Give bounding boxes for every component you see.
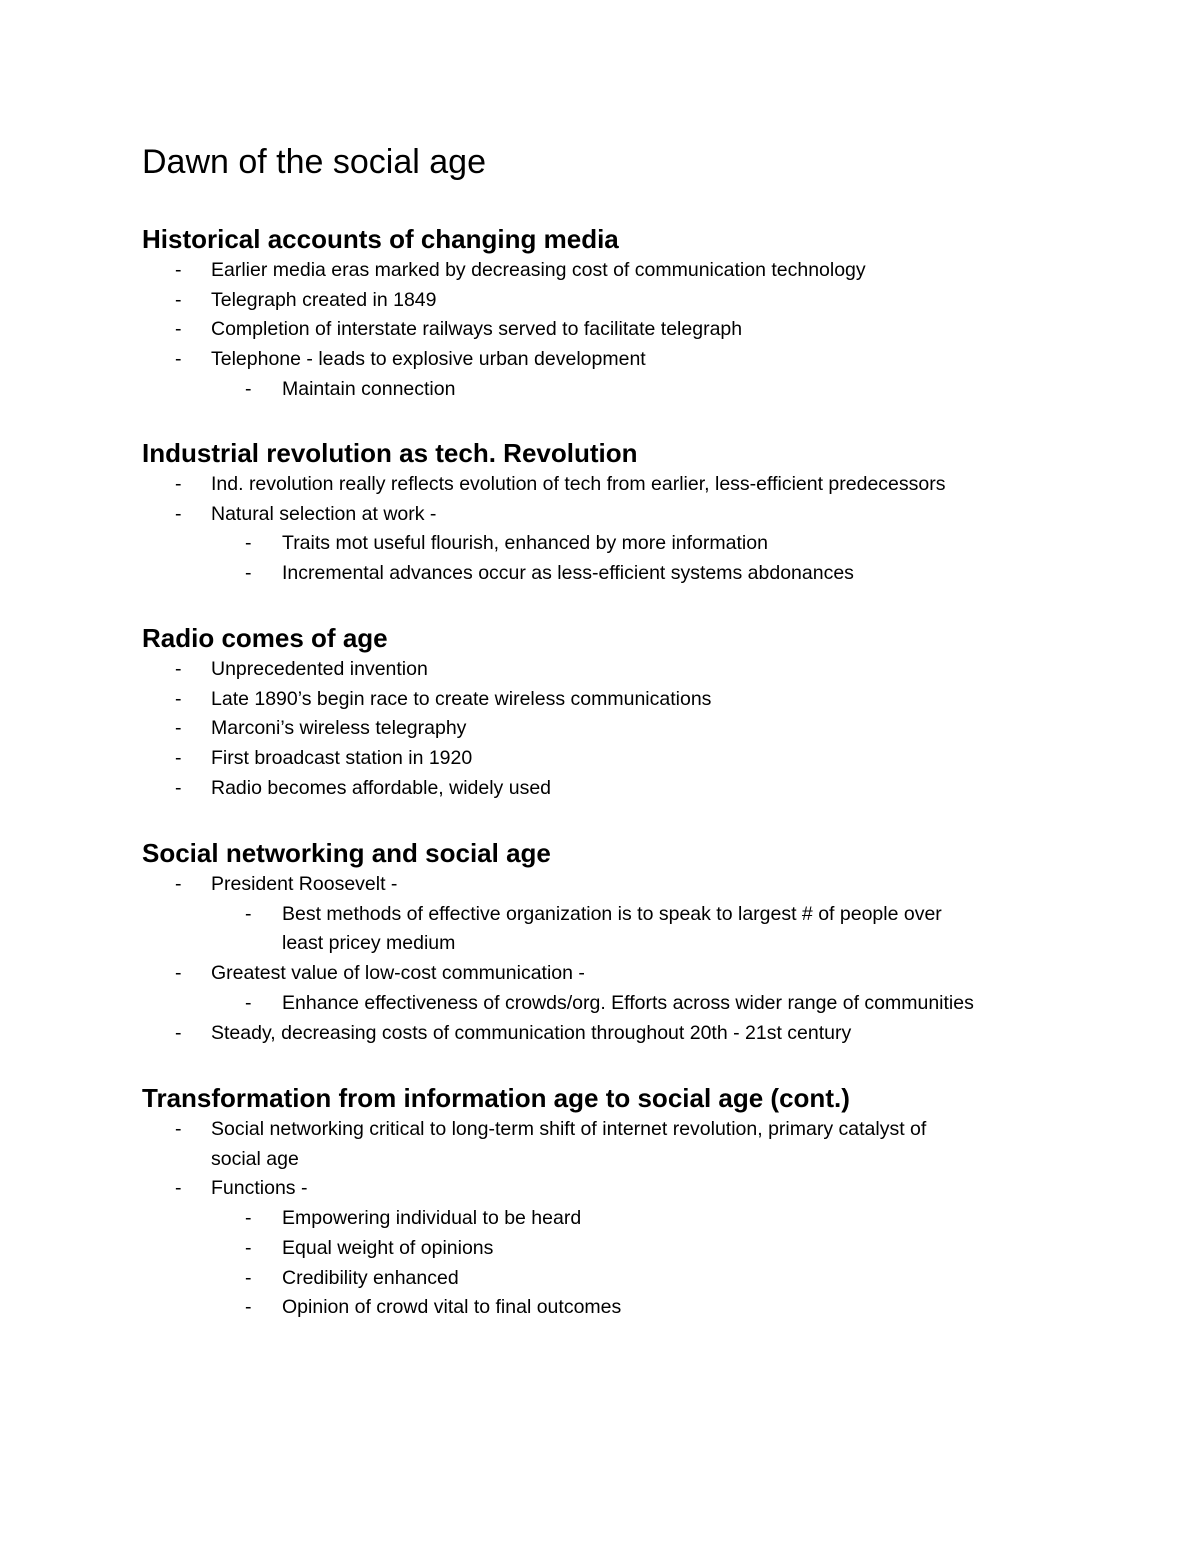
list-item-text: Maintain connection (282, 377, 456, 400)
list-item-text: President Roosevelt - (211, 873, 398, 895)
bullet-dash-icon: - (245, 991, 252, 1014)
list-item-text: Marconi’s wireless telegraphy (211, 717, 467, 740)
bullet-dash-icon: - (175, 776, 182, 799)
bullet-dash-icon: - (245, 377, 252, 400)
bullet-dash-icon: - (175, 747, 182, 770)
section-heading: Social networking and social age (142, 838, 551, 868)
list-item-text: Telephone - leads to explosive urban development (211, 348, 646, 371)
list-item-text: Incremental advances occur as less-efficient systems abdonances (282, 562, 854, 585)
list-item-text: Unprecedented invention (211, 658, 428, 680)
list-item-text: social age (211, 1147, 299, 1170)
bullet-dash-icon: - (245, 1207, 252, 1230)
bullet-dash-icon: - (245, 532, 252, 555)
list-item-text: Radio becomes affordable, widely used (211, 776, 552, 799)
bullet-dash-icon: - (175, 473, 182, 495)
bullet-dash-icon: - (175, 502, 182, 525)
list-item-text: Telegraph created in 1849 (211, 288, 437, 311)
bullet-dash-icon: - (175, 962, 182, 985)
bullet-dash-icon: - (175, 348, 182, 371)
list-item-text: Earlier media eras marked by decreasing cost of communication technology (211, 259, 866, 281)
list-item-text: Late 1890’s begin race to create wireless communications (211, 687, 712, 710)
list-item-text: Opinion of crowd vital to final outcomes (282, 1296, 622, 1319)
list-item-text: Completion of interstate railways served to facilitate telegraph (211, 318, 743, 341)
bullet-dash-icon: - (175, 288, 182, 311)
section-heading: Industrial revolution as tech. Revolution (142, 438, 638, 468)
section-heading: Historical accounts of changing media (142, 224, 619, 254)
bullet-dash-icon: - (175, 873, 182, 895)
bullet-dash-icon: - (245, 1296, 252, 1319)
bullet-dash-icon: - (175, 1177, 182, 1200)
list-item-text: Ind. revolution really reflects evolution of tech from earlier, less-efficient predecessors (211, 473, 946, 495)
bullet-dash-icon: - (175, 1118, 182, 1140)
page-title: Dawn of the social age (142, 143, 486, 181)
list-item-text: First broadcast station in 1920 (211, 747, 473, 770)
bullet-dash-icon: - (245, 902, 252, 925)
bullet-dash-icon: - (175, 259, 182, 281)
bullet-dash-icon: - (175, 658, 182, 680)
list-item-text: least pricey medium (282, 932, 456, 955)
bullet-dash-icon: - (175, 717, 182, 740)
bullet-dash-icon: - (175, 687, 182, 710)
section-heading: Radio comes of age (142, 623, 388, 653)
bullet-dash-icon: - (245, 562, 252, 585)
bullet-dash-icon: - (175, 318, 182, 341)
section-heading: Transformation from information age to social age (cont.) (142, 1083, 850, 1113)
bullet-dash-icon: - (175, 1021, 182, 1044)
bullet-dash-icon: - (245, 1266, 252, 1289)
list-item-text: Functions - (211, 1177, 308, 1200)
list-item-text: Natural selection at work - (211, 502, 437, 525)
list-item-text: Enhance effectiveness of crowds/org. Efforts across wider range of communities (282, 991, 974, 1014)
list-item-text: Equal weight of opinions (282, 1236, 494, 1259)
list-item-text: Best methods of effective organization is to speak to largest # of people over (282, 902, 942, 925)
bullet-dash-icon: - (245, 1236, 252, 1259)
list-item-text: Empowering individual to be heard (282, 1207, 582, 1230)
list-item-text: Greatest value of low-cost communication - (211, 962, 585, 985)
list-item-text: Social networking critical to long-term shift of internet revolution, primary catalyst of (211, 1118, 927, 1140)
list-item-text: Steady, decreasing costs of communication throughout 20th - 21st century (211, 1021, 852, 1044)
list-item-text: Traits mot useful flourish, enhanced by more information (282, 532, 768, 555)
list-item-text: Credibility enhanced (282, 1266, 459, 1289)
